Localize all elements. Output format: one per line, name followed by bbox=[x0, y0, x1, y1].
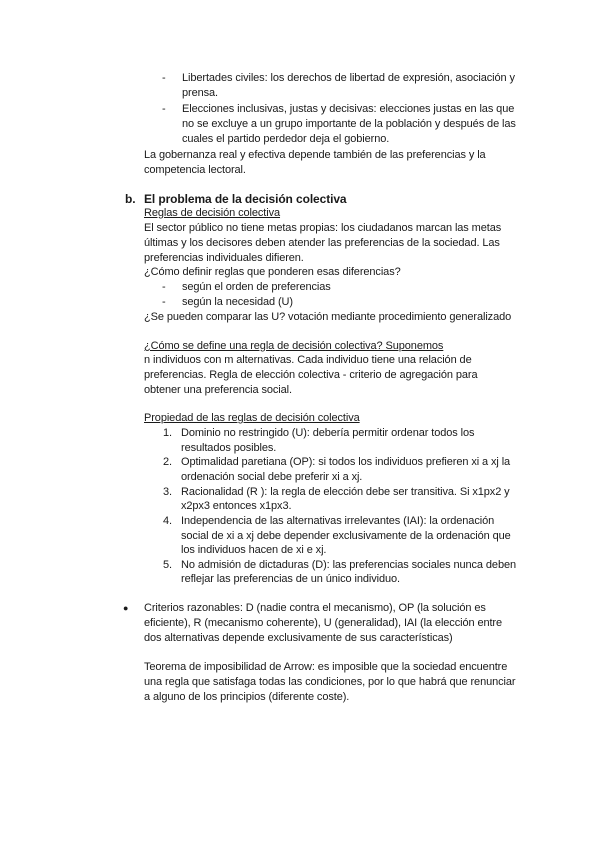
bullet-marker: ● bbox=[123, 603, 129, 613]
text-line: eficiente), R (mecanismo coherente), U (generalidad), IAI (la elección entre bbox=[144, 617, 503, 629]
subheading: Propiedad de las reglas de decisión colectiva bbox=[144, 412, 360, 424]
question-line: ¿Cómo definir reglas que ponderen esas diferencias? bbox=[144, 266, 401, 278]
text-line: Criterios razonables: D (nadie contra el mecanismo), OP (la solución es bbox=[144, 602, 486, 614]
text-line: resultados posibles. bbox=[181, 442, 277, 454]
text-line: competencia lectoral. bbox=[144, 164, 246, 176]
list-number: 5. bbox=[163, 559, 172, 571]
text-line: cuales el partido perdedor deja el gobierno. bbox=[182, 133, 390, 145]
dash-marker: - bbox=[162, 296, 166, 308]
text-line: Dominio no restringido (U): debería permitir ordenar todos los bbox=[181, 427, 475, 439]
text-line: a alguno de los principios (diferente coste). bbox=[144, 691, 350, 703]
text-line: No admisión de dictaduras (D): las preferencias sociales nunca deben bbox=[181, 559, 516, 571]
text-line: reflejar las preferencias de un único individuo. bbox=[181, 573, 400, 585]
text-line: según la necesidad (U) bbox=[182, 296, 293, 308]
text-line: dos alternativas depende exclusivamente de sus características) bbox=[144, 632, 453, 644]
text-line: los individuos hacen de xi e xj. bbox=[181, 544, 327, 556]
text-line: según el orden de preferencias bbox=[182, 281, 331, 293]
text-line: x2px3 entonces x1px3. bbox=[181, 500, 292, 512]
text-line: Libertades civiles: los derechos de libertad de expresión, asociación y bbox=[182, 72, 515, 84]
text-line: Teorema de imposibilidad de Arrow: es imposible que la sociedad encuentre bbox=[144, 661, 508, 673]
text-line: El sector público no tiene metas propias: los ciudadanos marcan las metas bbox=[144, 222, 502, 234]
subheading: Reglas de decisión colectiva bbox=[144, 207, 281, 219]
text-line: preferencias. Regla de elección colectiva - criterio de agregación para bbox=[144, 369, 478, 381]
text-line: ordenación social debe preferir xi a xj. bbox=[181, 471, 363, 483]
text-line: Elecciones inclusivas, justas y decisivas: elecciones justas en las que bbox=[182, 103, 515, 115]
section-title: El problema de la decisión colectiva bbox=[144, 192, 347, 206]
text-line: últimas y los decisores deben atender las preferencias de la sociedad. Las bbox=[144, 237, 500, 249]
dash-marker: - bbox=[162, 103, 166, 115]
section-label: b. bbox=[125, 192, 136, 206]
text-line: prensa. bbox=[182, 87, 218, 99]
list-number: 4. bbox=[163, 515, 172, 527]
text-line: una regla que satisfaga todas las condiciones, por lo que habrá que renunciar bbox=[144, 676, 516, 688]
dash-marker: - bbox=[162, 72, 166, 84]
text-line: preferencias individuales difieren. bbox=[144, 252, 304, 264]
text-line: ¿Se pueden comparar las U? votación mediante procedimiento generalizado bbox=[144, 311, 512, 323]
list-number: 3. bbox=[163, 486, 172, 498]
text-line: Independencia de las alternativas irrelevantes (IAI): la ordenación bbox=[181, 515, 495, 527]
list-number: 1. bbox=[163, 427, 172, 439]
subheading: ¿Cómo se define una regla de decisión colectiva? Suponemos bbox=[144, 340, 444, 352]
text-line: La gobernanza real y efectiva depende también de las preferencias y la bbox=[144, 149, 486, 161]
text-line: social de xi a xj debe depender exclusivamente de la ordenación que bbox=[181, 530, 511, 542]
text-line: obtener una preferencia social. bbox=[144, 384, 292, 396]
text-line: no se excluye a un grupo importante de la población y después de las bbox=[182, 118, 516, 130]
text-line: Optimalidad paretiana (OP): si todos los individuos prefieren xi a xj la bbox=[181, 456, 511, 468]
dash-marker: - bbox=[162, 281, 166, 293]
text-line: Racionalidad (R ): la regla de elección debe ser transitiva. Si x1px2 y bbox=[181, 486, 510, 498]
text-line: n individuos con m alternativas. Cada individuo tiene una relación de bbox=[144, 354, 472, 366]
list-number: 2. bbox=[163, 456, 172, 468]
